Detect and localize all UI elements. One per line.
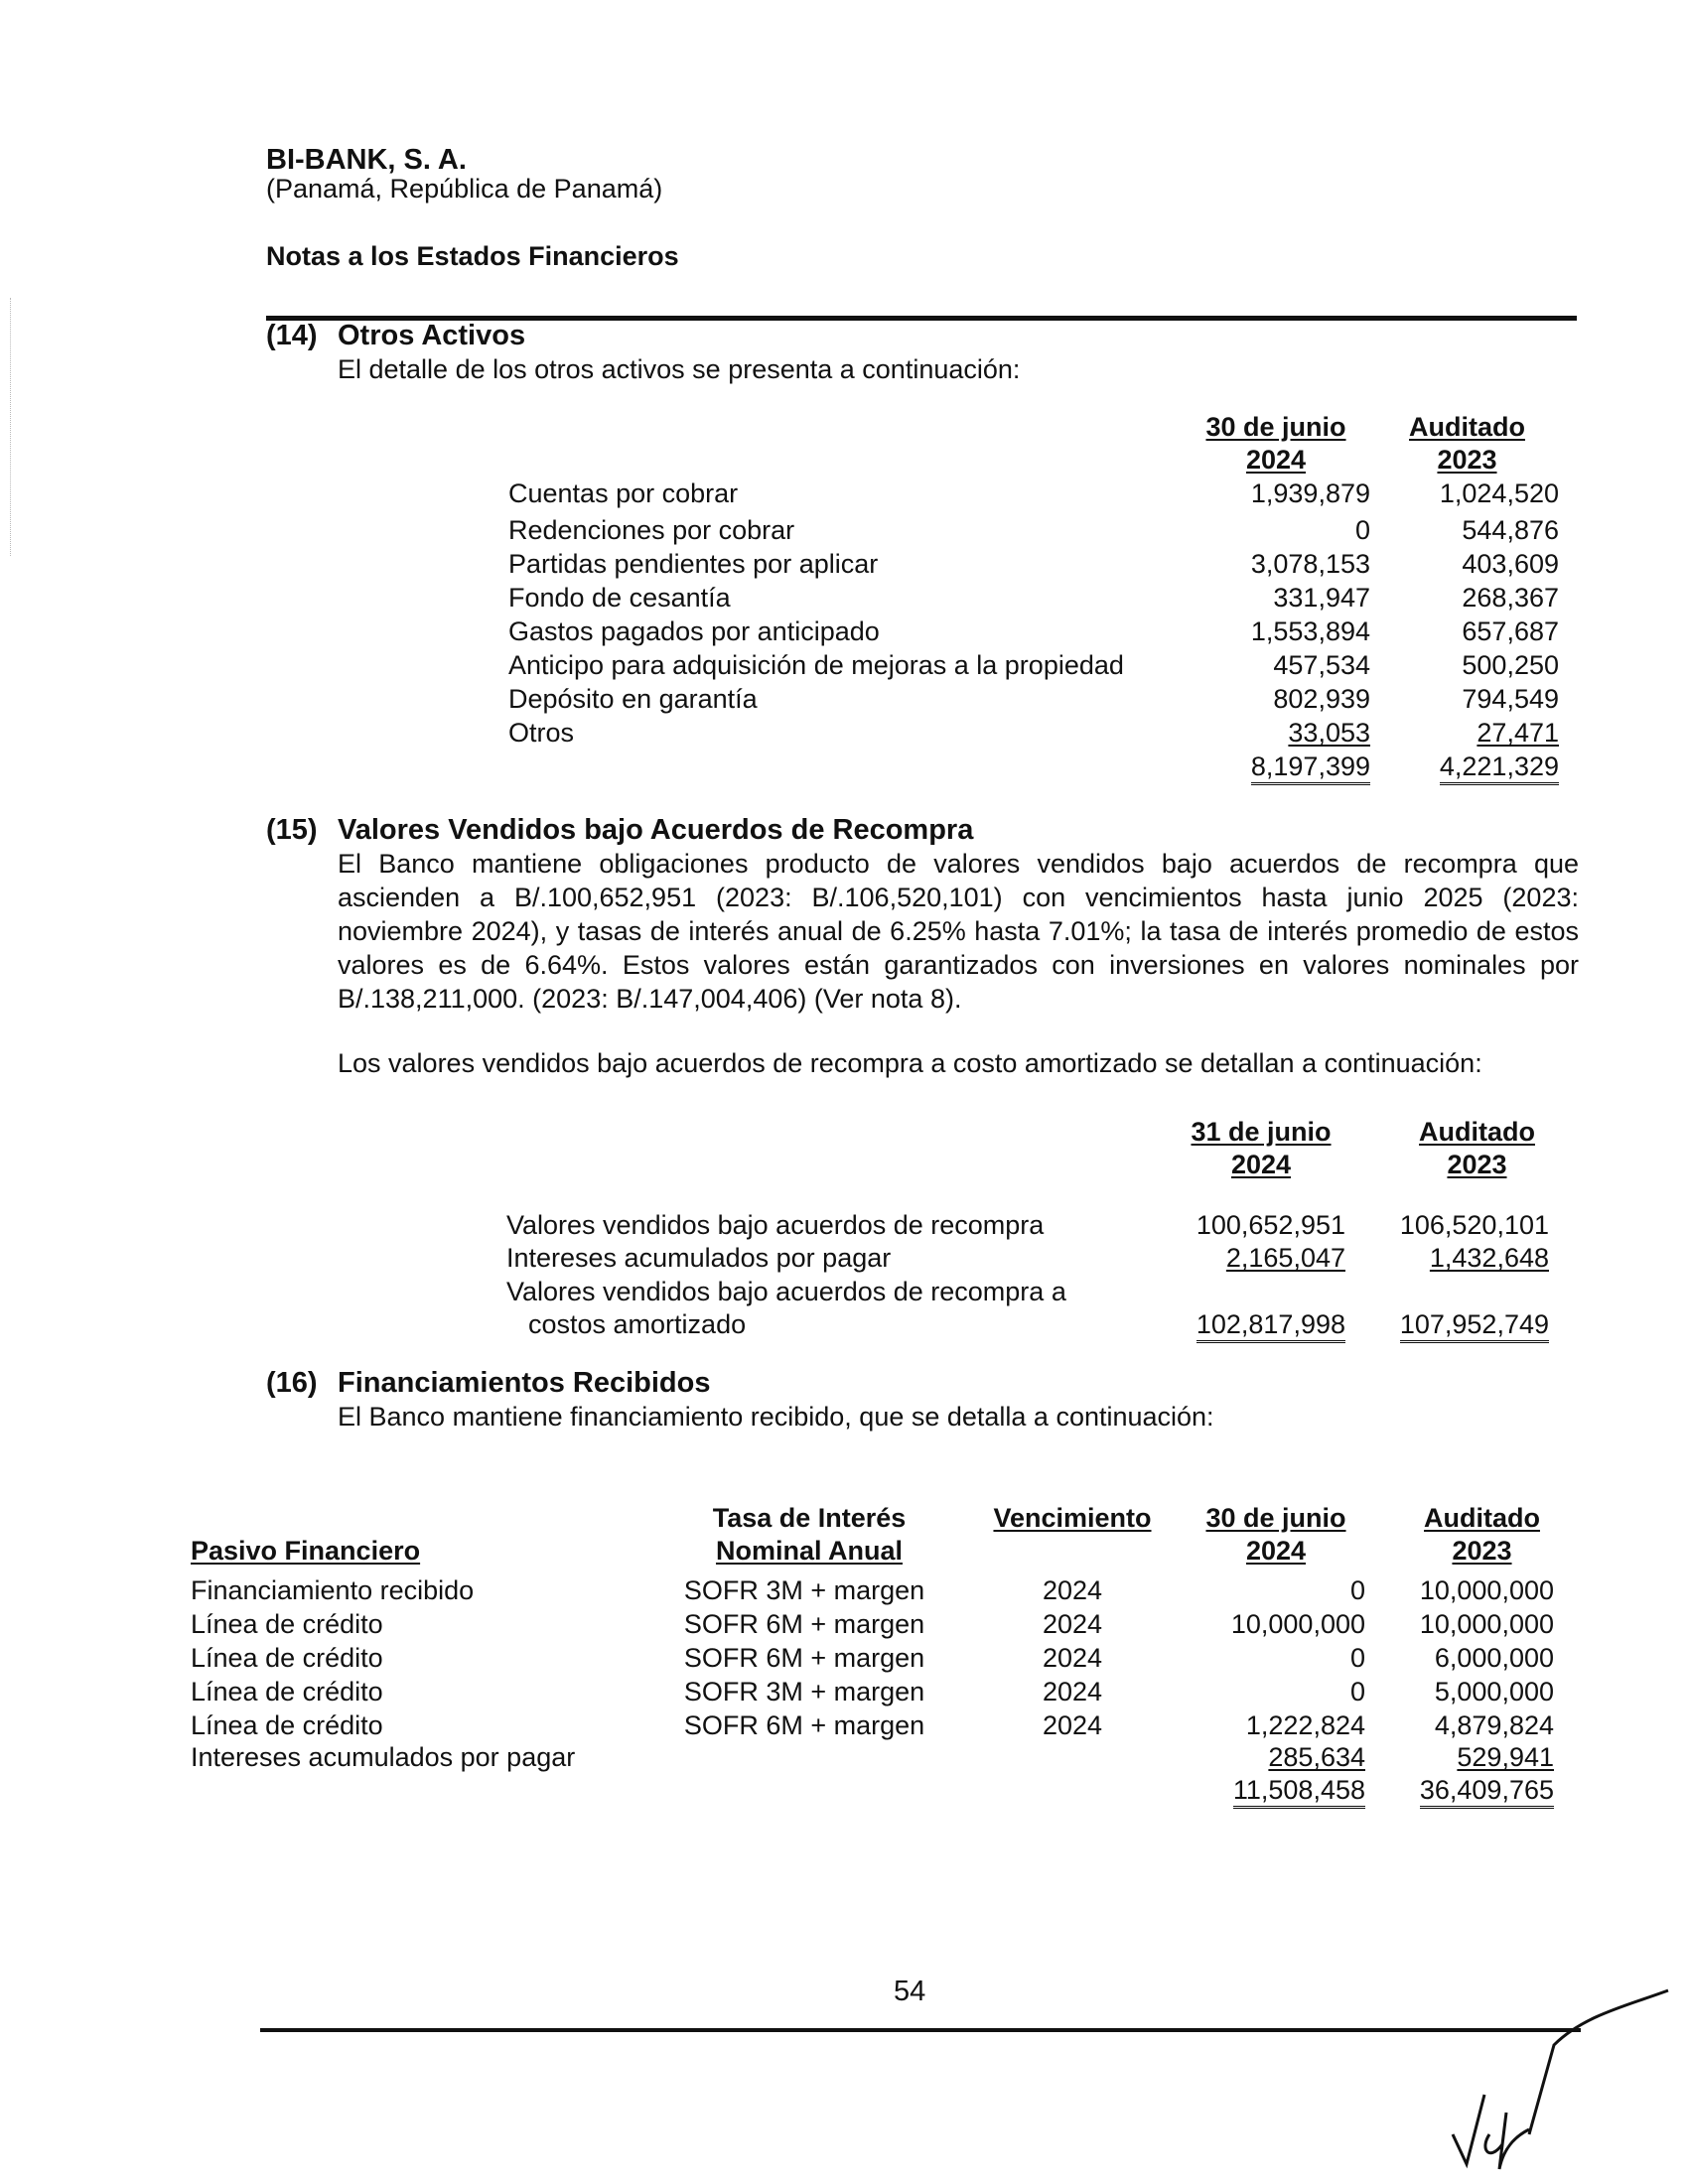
note16-row-label: Línea de crédito xyxy=(191,1643,383,1673)
note14-title: Otros Activos xyxy=(338,320,526,351)
note16-row-rate: SOFR 6M + margen xyxy=(683,1609,925,1639)
note14-row-2024: 3,078,153 xyxy=(1250,549,1370,579)
note14-row-2024: 457,534 xyxy=(1273,650,1370,680)
note14-row-2023: 268,367 xyxy=(1462,583,1559,613)
note14-row-label: Redenciones por cobrar xyxy=(508,515,795,545)
note16-liability-header xyxy=(191,1536,420,1567)
note16-col1-header xyxy=(1177,1502,1375,1568)
note16-row-label: Financiamiento recibido xyxy=(191,1575,475,1605)
note16-total-2023 xyxy=(1380,1775,1554,1806)
note15-col1-header xyxy=(1162,1116,1360,1181)
note14-col1-top: 30 de junio xyxy=(1205,412,1346,442)
note16-rate-header-bottom: Nominal Anual xyxy=(715,1536,903,1566)
note14-row-2024: 331,947 xyxy=(1273,583,1370,613)
note14-row-label: Depósito en garantía xyxy=(508,684,758,714)
note16-intro: El Banco mantiene financiamiento recibido, que se detalla a continuación: xyxy=(338,1402,1214,1432)
note14-number: (14) xyxy=(266,320,318,351)
bank-location: (Panamá, República de Panamá) xyxy=(266,174,663,204)
note16-row-2024: 10,000,000 xyxy=(1230,1609,1365,1639)
note15-total-label-1: Valores vendidos bajo acuerdos de recompra a xyxy=(506,1277,1066,1306)
note16-row-maturity: 2024 xyxy=(1042,1677,1103,1706)
note15-total-2023 xyxy=(1360,1309,1549,1340)
signature-initials xyxy=(1445,1985,1683,2179)
note15-total-label-2: costos amortizado xyxy=(528,1309,747,1339)
note16-row-2023: 10,000,000 xyxy=(1419,1575,1554,1605)
note14-intro: El detalle de los otros activos se presenta a continuación: xyxy=(338,354,1021,384)
note16-row-label: Línea de crédito xyxy=(191,1609,383,1639)
footer-rule xyxy=(260,2028,1581,2032)
note16-row-rate: SOFR 6M + margen xyxy=(683,1643,925,1673)
note14-row-2024: 0 xyxy=(1354,515,1370,545)
note14-row-2024: 1,553,894 xyxy=(1250,616,1370,646)
note16-interest-label: Intereses acumulados por pagar xyxy=(191,1742,576,1772)
bank-name: BI-BANK, S. A. xyxy=(266,144,467,176)
note16-row-label: Línea de crédito xyxy=(191,1710,383,1740)
note14-row-2024-value: 33,053 xyxy=(1288,718,1370,748)
note14-row-label: Fondo de cesantía xyxy=(508,583,731,613)
note16-col2-year: 2023 xyxy=(1452,1536,1512,1566)
note14-row-2023: 794,549 xyxy=(1462,684,1559,714)
note16-row-2024: 0 xyxy=(1349,1643,1365,1673)
note14-row-label: Partidas pendientes por aplicar xyxy=(508,549,879,579)
note15-row1-2024: 100,652,951 xyxy=(1196,1210,1345,1240)
note15-row2-2023-value: 1,432,648 xyxy=(1429,1243,1549,1273)
note15-row1-2023: 106,520,101 xyxy=(1399,1210,1549,1240)
note15-row2-2023 xyxy=(1360,1243,1549,1274)
note16-maturity-label: Vencimiento xyxy=(993,1503,1152,1533)
note16-number: (16) xyxy=(266,1367,318,1399)
note16-row-2023: 6,000,000 xyxy=(1434,1643,1554,1673)
note15-row2-label: Intereses acumulados por pagar xyxy=(506,1243,892,1273)
note16-row-rate: SOFR 3M + margen xyxy=(683,1575,925,1605)
note16-total-2024-value: 11,508,458 xyxy=(1233,1775,1365,1809)
note14-row-label: Anticipo para adquisición de mejoras a la propiedad xyxy=(508,650,1124,680)
note16-row-2024: 1,222,824 xyxy=(1245,1710,1365,1740)
note16-row-2023: 10,000,000 xyxy=(1419,1609,1554,1639)
note15-total-2023-value: 107,952,749 xyxy=(1400,1309,1549,1343)
note15-paragraph: El Banco mantiene obligaciones producto de valores vendidos bajo acuerdos de recompra que ascienden a B/.100,652,951 (2023: B/.106,520,101) con vencimientos hasta junio 2025 (2023: noviembre 2024), y tasas de interés anual de 6.25% hasta 7.01%; la tasa de interés promedio de estos valores es de 6.64%. Estos valores están garantizados con inversiones en valores nominales por B/.138,211,000. (2023: B/.147,004,406) (Ver nota 8). xyxy=(338,849,1579,1014)
note14-row-2024 xyxy=(1177,718,1370,749)
note14-total-2023-value: 4,221,329 xyxy=(1440,751,1559,785)
note16-interest-2024-value: 285,634 xyxy=(1268,1742,1365,1772)
note16-col1-year: 2024 xyxy=(1245,1536,1307,1566)
note16-liability-label: Pasivo Financiero xyxy=(191,1536,421,1566)
note16-row-maturity: 2024 xyxy=(1042,1609,1103,1639)
note15-col1-top: 31 de junio xyxy=(1191,1117,1332,1147)
note15-row1-label: Valores vendidos bajo acuerdos de recompra xyxy=(506,1210,1045,1240)
note14-row-2024: 802,939 xyxy=(1273,684,1370,714)
note14-col1-year: 2024 xyxy=(1245,445,1307,475)
note16-title: Financiamientos Recibidos xyxy=(338,1367,711,1399)
note15-col2-year: 2023 xyxy=(1447,1150,1507,1179)
note15-number: (15) xyxy=(266,814,318,846)
note15-col2-top: Auditado xyxy=(1419,1117,1535,1147)
note15-title: Valores Vendidos bajo Acuerdos de Recompra xyxy=(338,814,974,846)
note16-row-2024: 0 xyxy=(1349,1575,1365,1605)
note14-total-2024-value: 8,197,399 xyxy=(1251,751,1370,785)
note16-total-2023-value: 36,409,765 xyxy=(1420,1775,1554,1809)
note14-row-2023: 500,250 xyxy=(1462,650,1559,680)
note15-col2-header xyxy=(1385,1116,1569,1181)
note14-row-2023: 657,687 xyxy=(1462,616,1559,646)
note16-rate-header xyxy=(675,1502,943,1568)
note14-row-2024: 1,939,879 xyxy=(1250,478,1370,508)
note16-maturity-header xyxy=(968,1502,1177,1535)
note14-col2-header xyxy=(1375,411,1559,477)
note16-col2-header xyxy=(1390,1502,1574,1568)
note16-total-2024 xyxy=(1172,1775,1365,1806)
note16-row-label: Línea de crédito xyxy=(191,1677,383,1706)
page-number: 54 xyxy=(894,1976,926,2007)
note14-row-2023: 544,876 xyxy=(1462,515,1559,545)
scan-edge-marks xyxy=(10,298,12,556)
note16-row-rate: SOFR 6M + margen xyxy=(683,1710,925,1740)
note14-row-label: Cuentas por cobrar xyxy=(508,478,739,508)
note14-total-2024 xyxy=(1177,751,1370,782)
note16-row-2023: 4,879,824 xyxy=(1434,1710,1554,1740)
note16-row-2024: 0 xyxy=(1349,1677,1365,1706)
note15-total-2024-value: 102,817,998 xyxy=(1196,1309,1345,1343)
note16-rate-header-top: Tasa de Interés xyxy=(712,1503,907,1533)
note16-interest-2023 xyxy=(1380,1742,1554,1773)
note15-total-2024 xyxy=(1142,1309,1345,1340)
note14-col1-header xyxy=(1177,411,1375,477)
note14-row-label: Otros xyxy=(508,718,575,748)
note16-row-maturity: 2024 xyxy=(1042,1710,1103,1740)
note14-col2-top: Auditado xyxy=(1409,412,1525,442)
note16-row-maturity: 2024 xyxy=(1042,1575,1103,1605)
note15-intro: Los valores vendidos bajo acuerdos de recompra a costo amortizado se detallan a continuación: xyxy=(338,1048,1482,1078)
note14-row-2023: 403,609 xyxy=(1462,549,1559,579)
document-title: Notas a los Estados Financieros xyxy=(266,241,679,271)
note15-row2-2024-value: 2,165,047 xyxy=(1225,1243,1345,1273)
note16-row-rate: SOFR 3M + margen xyxy=(683,1677,925,1706)
note14-row-2023 xyxy=(1380,718,1559,749)
note16-col2-top: Auditado xyxy=(1424,1503,1540,1533)
note14-row-2023-value: 27,471 xyxy=(1477,718,1559,748)
note14-row-2023: 1,024,520 xyxy=(1439,478,1559,508)
note16-row-2023: 5,000,000 xyxy=(1434,1677,1554,1706)
note14-row-label: Gastos pagados por anticipado xyxy=(508,616,880,646)
note16-col1-top: 30 de junio xyxy=(1205,1503,1346,1533)
note16-row-maturity: 2024 xyxy=(1042,1643,1103,1673)
note14-col2-year: 2023 xyxy=(1437,445,1497,475)
note14-total-2023 xyxy=(1380,751,1559,782)
note16-interest-2024 xyxy=(1172,1742,1365,1773)
note15-row2-2024 xyxy=(1142,1243,1345,1274)
note16-interest-2023-value: 529,941 xyxy=(1457,1742,1554,1772)
note15-col1-year: 2024 xyxy=(1230,1150,1292,1179)
